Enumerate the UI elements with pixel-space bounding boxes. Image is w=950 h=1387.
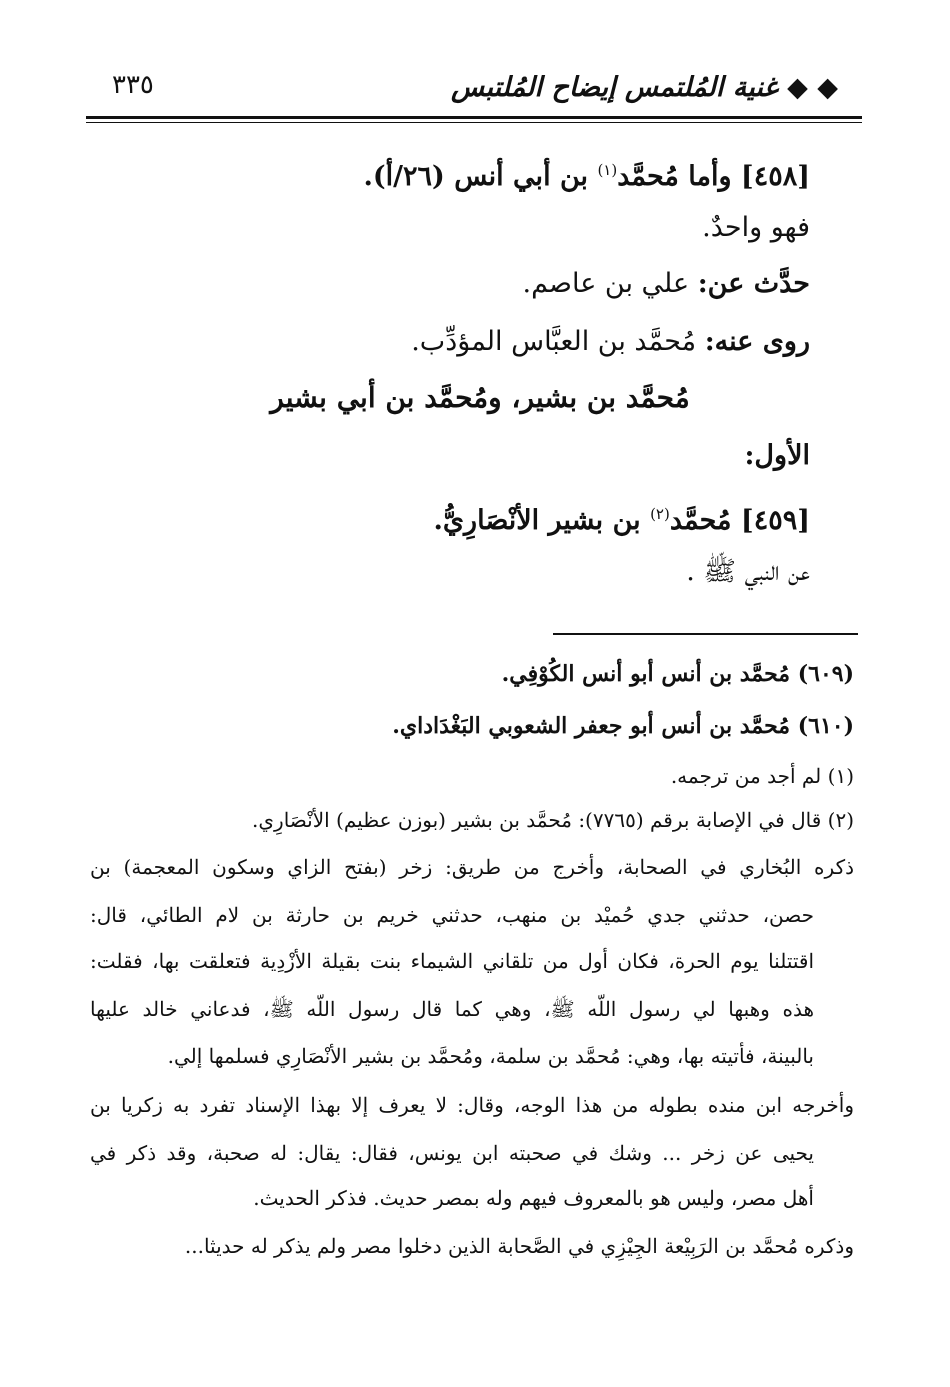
entry-458 [363,152,810,195]
footnote-separator [553,633,858,635]
section-heading: مُحمَّد بن بشير، ومُحمَّد بن أبي بشير [270,381,690,414]
entry-459-rest: بن بشير الأنْصَارِيُّ. [433,505,651,536]
footnote-2-para1-line5: بالبينة، فأتيته بها، وهي: مُحمَّد بن سلمة، ومُحمَّد بن بشير الأنْصَارِي فسلمها إلي. [167,1044,814,1068]
first-label [744,438,810,474]
footnote-2-para1-line3: اقتتلنا يوم الحرة، فكان أول من تلقاني الشيماء بنت بقيلة الأزْدِية فتعلقت بها، فقلت: [90,949,814,973]
footnote-2-para1-line1: ذكره البُخاري في الصحابة، وأخرج من طريق: زخر (بفتح الزاي وسكون المعجمة) بن [90,855,854,879]
footnote-ref-2[interactable]: (٢) [650,505,670,523]
header-rule-thin [86,122,862,123]
footnote-609: (٦٠٩) مُحمَّد بن أنس أبو أنس الكُوْفِي. [501,661,854,687]
footnote-2-para2-line3: أهل مصر، وليس هو بالمعروف فيهم وله بمصر حديث. فذكر الحديث. [253,1186,814,1210]
haddath-an-value: علي بن عاصم. [522,268,698,299]
entry-459-lead: [٤٥٩] مُحمَّد [669,505,810,536]
single-narrator-line: فهو واحدٌ. [702,212,810,243]
running-header-title: ◆ ◆ غنية المُلتمس إيضاح المُلتبس [451,72,838,103]
footnote-ref-1[interactable]: (١) [597,161,618,179]
first-label-text: الأول: [744,440,810,471]
entry-458-rest: بن أبي أنس (٢٦/أ). [363,161,598,192]
footnote-2-para1-line4: هذه وهبها لي رسول اللَّه ﷺ، وهي كما قال رسول اللَّه ﷺ، فدعاني خالد عليها [90,997,814,1021]
footnote-1: (١) لم أجد من ترجمه. [670,764,854,788]
rawa-anhu-label: روى عنه: [704,326,810,357]
entry-459 [434,496,810,539]
header-rule-thick [86,116,862,119]
entry-458-lead: [٤٥٨] وأما مُحمَّد [617,161,810,192]
footnote-2-para2-line2: يحيى عن زخر ... وشك في صحبته ابن يونس، فقال: يقال: له صحبة، وقد ذكر في [90,1141,814,1165]
footnote-2-para1-line2: حصن، حدثني جدي حُميْد بن منهب، حدثني خريم بن حارثة بن لام الطائي، قال: [90,903,814,927]
rawa-anhu-value: مُحمَّد بن العبَّاس المؤدِّب. [411,326,705,357]
footnote-2-para3-line1: وذكره مُحمَّد بن الرَبِيْعة الجِيْزِي في الصَّحابة الذين دخلوا مصر ولم يذكر له حديثا... [184,1234,854,1258]
page-number: ٣٣٥ [112,70,154,100]
rawa-anhu-line [411,324,810,360]
haddath-an-line [523,266,811,302]
an-nabi-line: عن النبي ﷺ . [686,556,810,587]
haddath-an-label: حدَّث عن: [697,268,810,299]
footnote-2-para2-line1: وأخرجه ابن منده بطوله من هذا الوجه، وقال: لا يعرف إلا بهذا الإسناد تفرد به زكريا بن [90,1093,854,1117]
footnote-610: (٦١٠) مُحمَّد بن أنس أبو جعفر الشعوبي البَغْدَاداي. [392,713,854,739]
footnote-2: (٢) قال في الإصابة برقم (٧٧٦٥): مُحمَّد بن بشير (بوزن عظيم) الأنْصَارِي. [252,808,854,832]
